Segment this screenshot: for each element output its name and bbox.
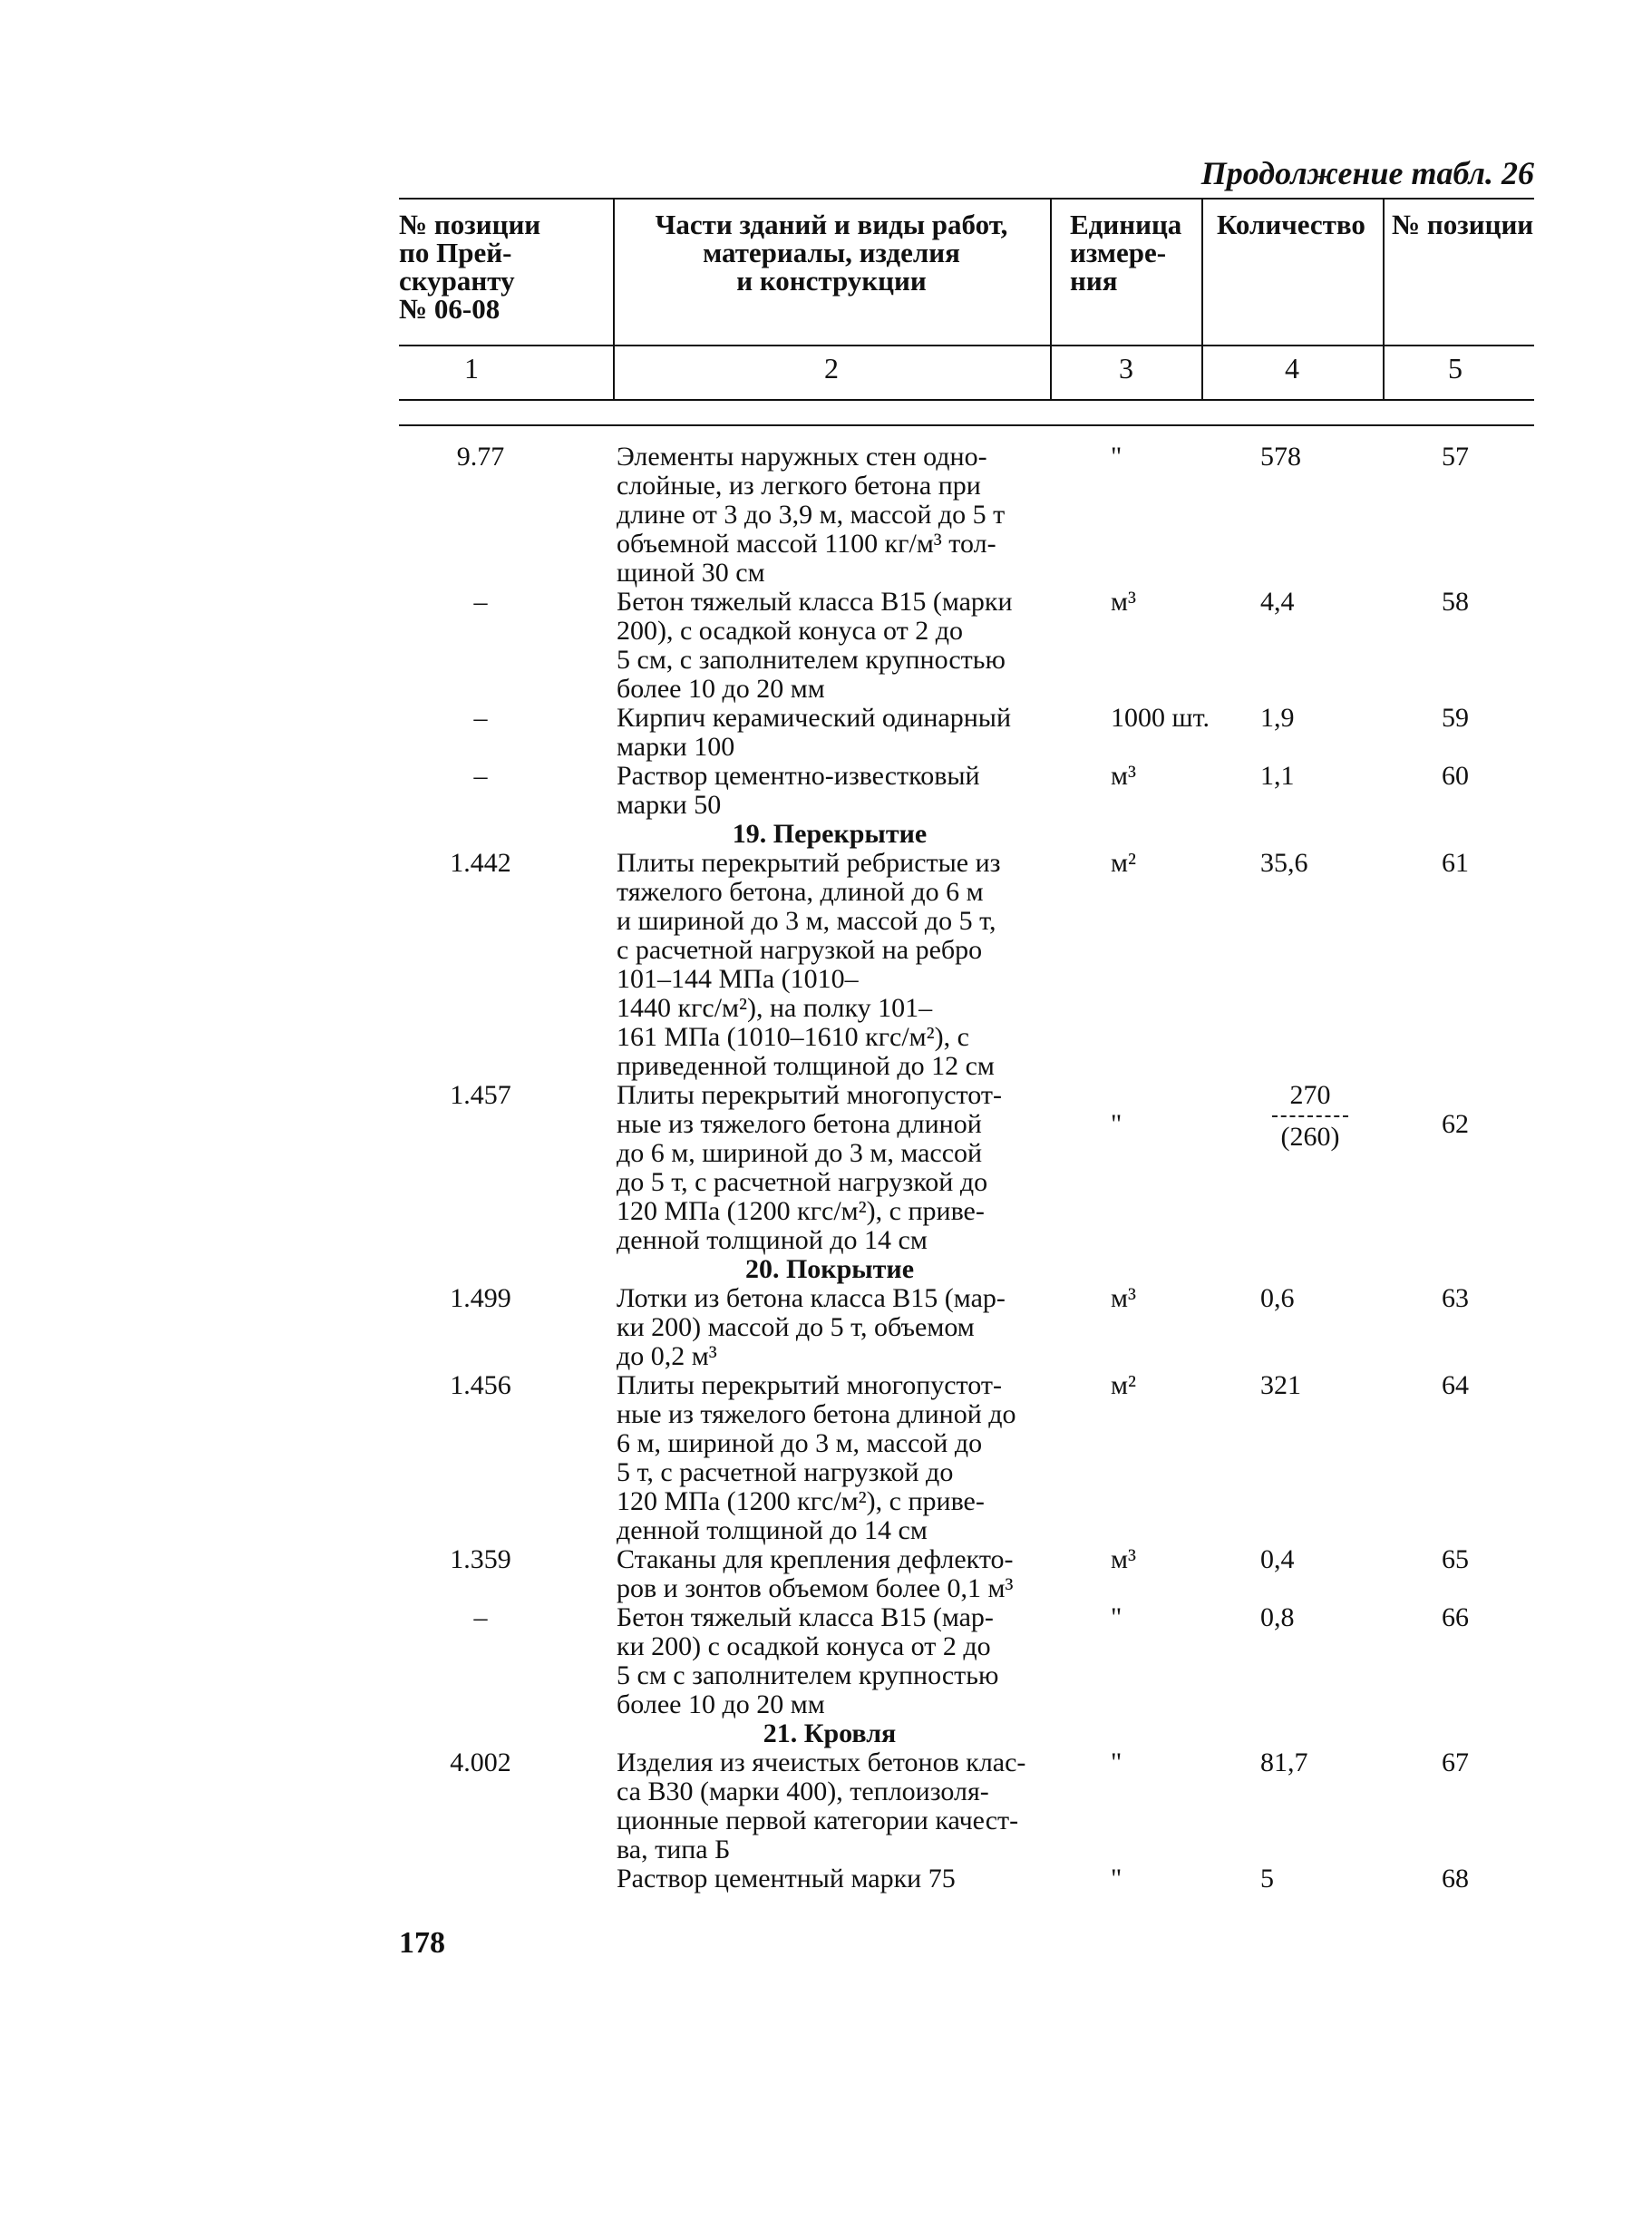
- col-number-5: 5: [1448, 352, 1463, 385]
- row-65-quantity: 0,4: [1260, 1544, 1295, 1574]
- header-col2-line2: материалы, изделия: [703, 237, 960, 268]
- row-62-description: Плиты перекрытий многопустот- ные из тяжелого бетона длиной до 6 м, шириной до 3 м, массой до 5 т, с расчетной нагрузкой до 120 МПа (1200 кгс/м²), с приве- денной толщиной до 14 см: [617, 1080, 1002, 1255]
- body-top-rule: [399, 424, 1534, 426]
- row-61-quantity: 35,6: [1260, 848, 1308, 878]
- row-64-quantity: 321: [1260, 1370, 1301, 1400]
- row-68-unit: ": [1111, 1864, 1122, 1893]
- header-col1-line4: № 06-08: [399, 293, 500, 325]
- row-66-quantity: 0,8: [1260, 1602, 1295, 1632]
- col-number-3: 3: [1119, 352, 1133, 385]
- row-57-quantity: 578: [1260, 442, 1301, 472]
- row-60-description: Раствор цементно-известковый марки 50: [617, 761, 980, 820]
- section-heading-20: 20. Покрытие: [744, 1254, 915, 1284]
- row-57-description: Элементы наружных стен одно- слойные, из легкого бетона при длине от 3 до 3,9 м, массой до 5 т объемной массой 1100 кг/м³ тол- щиной 30 см: [617, 442, 1006, 588]
- row-68-description: Раствор цементный марки 75: [617, 1864, 956, 1893]
- row-59-quantity: 1,9: [1260, 703, 1295, 733]
- row-61-description: Плиты перекрытий ребристые из тяжелого бетона, длиной до 6 м и шириной до 3 м, массой до 5 т, с расчетной нагрузкой на ребро 101–144 МПа (1010– 1440 кгс/м²), на полку 101– 161 МПа (1010–1610 кгс/м²), с приведенной толщиной до 12 см: [617, 848, 1001, 1081]
- header-mid-rule: [399, 345, 1534, 346]
- row-64-position: 1.456: [450, 1370, 511, 1400]
- row-66-number: 66: [1442, 1602, 1469, 1632]
- col-number-1: 1: [464, 352, 479, 385]
- row-66-position: –: [473, 1602, 488, 1632]
- row-61-unit: м²: [1111, 848, 1136, 878]
- row-64-description: Плиты перекрытий многопустот- ные из тяжелого бетона длиной до 6 м, шириной до 3 м, массой до 5 т, с расчетной нагрузкой до 120 МПа (1200 кгс/м²), с приве- денной толщиной до 14 см: [617, 1370, 1016, 1545]
- header-col2-line3: и конструкции: [736, 265, 927, 297]
- row-58-number: 58: [1442, 587, 1469, 617]
- fraction-bar: [1272, 1115, 1348, 1117]
- header-col-position: [399, 210, 607, 323]
- row-67-number: 67: [1442, 1747, 1469, 1777]
- header-divider-4: [1383, 198, 1385, 399]
- row-58-unit: м³: [1111, 587, 1136, 617]
- row-58-description: Бетон тяжелый класса B15 (марки 200), с осадкой конуса от 2 до 5 см, с заполнителем крупностью более 10 до 20 мм: [617, 587, 1013, 704]
- row-57-unit: ": [1111, 442, 1122, 472]
- row-65-unit: м³: [1111, 1544, 1136, 1574]
- col-number-2: 2: [824, 352, 839, 385]
- page-number: 178: [399, 1926, 445, 1960]
- row-65-number: 65: [1442, 1544, 1469, 1574]
- row-57-position: 9.77: [456, 442, 505, 472]
- row-57-number: 57: [1442, 442, 1469, 472]
- row-62-quantity-bottom: (260): [1280, 1122, 1340, 1152]
- section-heading-21: 21. Кровля: [763, 1718, 897, 1748]
- row-59-unit: 1000 шт.: [1111, 703, 1210, 733]
- table-continuation-caption: Продолжение табл. 26: [1200, 155, 1534, 191]
- header-col3-line3: ния: [1070, 265, 1118, 297]
- row-58-quantity: 4,4: [1260, 587, 1295, 617]
- header-top-rule: [399, 198, 1534, 200]
- header-col-quantity: Количество: [1217, 209, 1365, 240]
- header-col3-line2: измере-: [1070, 237, 1167, 268]
- row-58-position: –: [473, 587, 488, 617]
- row-63-number: 63: [1442, 1283, 1469, 1313]
- row-61-number: 61: [1442, 848, 1469, 878]
- row-63-position: 1.499: [450, 1283, 511, 1313]
- row-65-position: 1.359: [450, 1544, 511, 1574]
- header-col-unit: [1070, 210, 1197, 295]
- row-62-position: 1.457: [450, 1080, 511, 1110]
- header-col-number: № позиции: [1392, 209, 1534, 240]
- row-67-unit: ": [1111, 1747, 1122, 1777]
- row-63-unit: м³: [1111, 1283, 1136, 1313]
- row-62-quantity-fraction: [1265, 1081, 1356, 1152]
- header-col1-line2: по Прей-: [399, 237, 512, 268]
- row-67-position: 4.002: [450, 1747, 511, 1777]
- row-60-number: 60: [1442, 761, 1469, 791]
- row-62-unit: ": [1111, 1109, 1122, 1139]
- section-heading-19: 19. Перекрытие: [732, 819, 928, 849]
- header-divider-3: [1201, 198, 1203, 399]
- col-number-4: 4: [1285, 352, 1299, 385]
- row-61-position: 1.442: [450, 848, 511, 878]
- row-67-description: Изделия из ячеистых бетонов клас- са B30 (марки 400), теплоизоля- ционные первой категории качест- ва, типа Б: [617, 1747, 1026, 1864]
- row-65-description: Стаканы для крепления дефлекто- ров и зонтов объемом более 0,1 м³: [617, 1544, 1014, 1603]
- header-divider-2: [1050, 198, 1052, 399]
- row-59-description: Кирпич керамический одинарный марки 100: [617, 703, 1011, 762]
- row-64-number: 64: [1442, 1370, 1469, 1400]
- row-60-quantity: 1,1: [1260, 761, 1295, 791]
- row-68-quantity: 5: [1260, 1864, 1274, 1893]
- row-63-quantity: 0,6: [1260, 1283, 1295, 1313]
- row-62-quantity-top: 270: [1289, 1080, 1331, 1110]
- row-59-number: 59: [1442, 703, 1469, 733]
- row-63-description: Лотки из бетона класса B15 (мар- ки 200) массой до 5 т, объемом до 0,2 м³: [617, 1283, 1006, 1371]
- row-59-position: –: [473, 703, 488, 733]
- header-num-rule: [399, 399, 1534, 401]
- row-66-unit: ": [1111, 1602, 1122, 1632]
- header-col1-line1: № позиции: [399, 209, 541, 240]
- row-67-quantity: 81,7: [1260, 1747, 1308, 1777]
- row-66-description: Бетон тяжелый класса B15 (мар- ки 200) с осадкой конуса от 2 до 5 см с заполнителем крупностью более 10 до 20 мм: [617, 1602, 999, 1719]
- row-62-number: 62: [1442, 1109, 1469, 1139]
- header-col3-line1: Единица: [1070, 209, 1182, 240]
- row-64-unit: м²: [1111, 1370, 1136, 1400]
- row-60-position: –: [473, 761, 488, 791]
- header-col-description: [613, 210, 1050, 295]
- row-60-unit: м³: [1111, 761, 1136, 791]
- row-68-number: 68: [1442, 1864, 1469, 1893]
- header-col1-line3: скуранту: [399, 265, 515, 297]
- header-col2-line1: Части зданий и виды работ,: [655, 209, 1008, 240]
